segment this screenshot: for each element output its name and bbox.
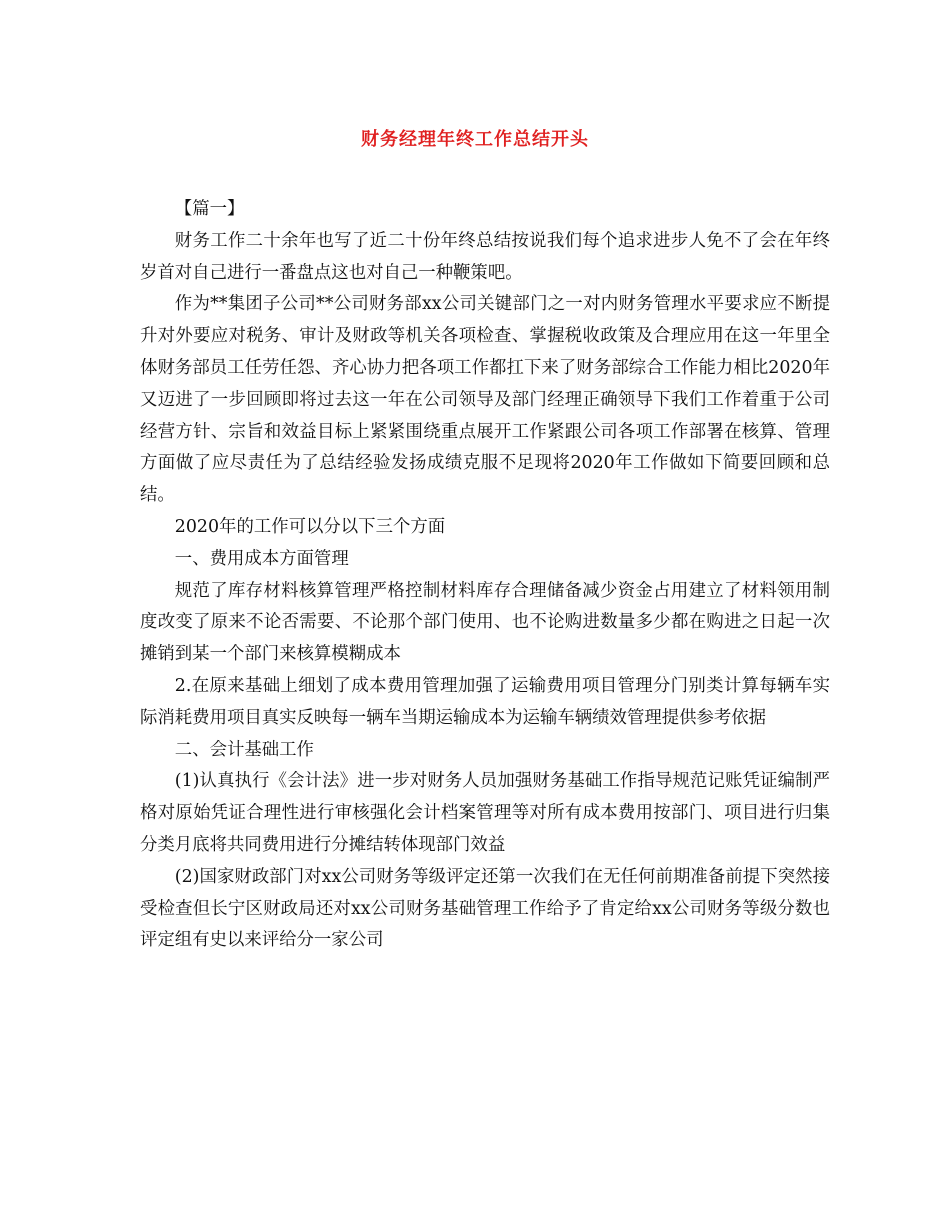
- paragraph-transport-cost: 2.在原来基础上细划了成本费用管理加强了运输费用项目管理分门别类计算每辆车实际消耗费用项目真实反映每一辆车当期运输成本为运输车辆绩效管理提供参考依据: [140, 675, 830, 728]
- paragraph-accounting-law: (1)认真执行《会计法》进一步对财务人员加强财务基础工作指导规范记账凭证编制严格对原始凭证合理性进行审核强化会计档案管理等对所有成本费用按部门、项目进行归集分类月底将共同费用进行分摊结转体现部门效益: [140, 771, 830, 855]
- document-body: [140, 194, 830, 957]
- paragraph-inventory: 规范了库存材料核算管理严格控制材料库存合理储备减少资金占用建立了材料领用制度改变了原来不论否需要、不论那个部门使用、也不论购进数量多少都在购进之日起一次摊销到某一个部门来核算模糊成本: [140, 580, 830, 665]
- paragraph-aspects: 2020年的工作可以分以下三个方面: [174, 516, 446, 537]
- paragraph-overview: 作为**集团子公司**公司财务部xx公司关键部门之一对内财务管理水平要求应不断提升对外要应对税务、审计及财政等机关各项检查、掌握税收政策及合理应用在这一年里全体财务部员工任劳任怨、齐心协力把各项工作都扛下来了财务部综合工作能力相比2020年又迈进了一步回顾即将过去这一年在公司领导及部门经理正确领导下我们工作着重于公司经营方针、宗旨和效益目标上紧紧围绕重点展开工作紧跟公司各项工作部署在核算、管理方面做了应尽责任为了总结经验发扬成绩克服不足现将2020年工作做如下简要回顾和总结。: [140, 294, 830, 506]
- paragraph-intro: 财务工作二十余年也写了近二十份年终总结按说我们每个追求进步人免不了会在年终岁首对自己进行一番盘点这也对自己一种鞭策吧。: [140, 230, 830, 283]
- subheading-accounting-basics: 二、会计基础工作: [174, 739, 314, 760]
- document-title: 财务经理年终工作总结开头: [361, 129, 589, 150]
- subheading-cost-management: 一、费用成本方面管理: [174, 548, 349, 569]
- section-heading-1: 【篇一】: [174, 199, 245, 219]
- paragraph-grade-evaluation: (2)国家财政部门对xx公司财务等级评定还第一次我们在无任何前期准备前提下突然接受检查但长宁区财政局还对xx公司财务基础管理工作给予了肯定给xx公司财务等级分数也评定组有史以来评给分一家公司: [140, 866, 830, 951]
